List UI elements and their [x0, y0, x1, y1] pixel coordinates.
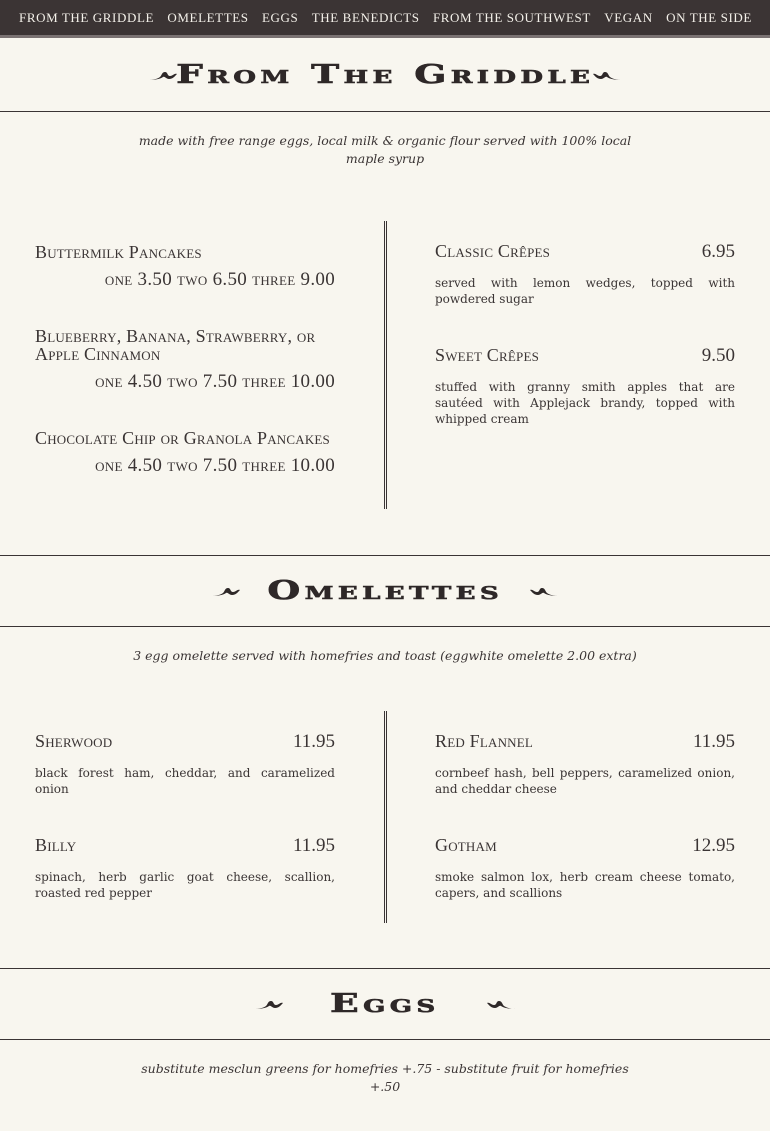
section-header-griddle: [0, 38, 770, 112]
item-description: smoke salmon lox, herb cream cheese tomato, capers, and scallions: [435, 870, 735, 900]
menu-columns-griddle: [0, 221, 770, 509]
item-price: 9.50: [701, 345, 735, 366]
menu-item: [35, 243, 335, 291]
item-name: Classic Crêpes: [435, 241, 551, 261]
flourish-right-icon: [591, 68, 623, 82]
section-subtitle: substitute mesclun greens for homefries +.75 - substitute fruit for homefries +.50: [141, 1061, 629, 1094]
section-title: Omelettes: [267, 576, 503, 606]
menu-item: [35, 327, 335, 393]
section-title: Eggs: [330, 989, 440, 1019]
menu-item: [435, 731, 735, 797]
menu-item: [35, 835, 335, 901]
section-header-omelettes: [0, 555, 770, 627]
menu-item: [35, 731, 335, 797]
item-price: 12.95: [692, 835, 735, 856]
item-name: Billy: [35, 835, 77, 855]
item-price: 11.95: [292, 731, 335, 752]
flourish-right-icon: [528, 584, 560, 598]
item-description: served with lemon wedges, topped with powdered sugar: [435, 276, 735, 306]
flourish-left-icon: [253, 997, 285, 1011]
section-title: From The Griddle: [175, 59, 595, 90]
item-name: Red Flannel: [435, 731, 534, 751]
item-name: Gotham: [435, 835, 497, 855]
item-name: Blueberry, Banana, Strawberry, or Apple Cinnamon: [35, 326, 316, 364]
column-divider: [384, 711, 387, 923]
item-description: black forest ham, cheddar, and caramelized onion: [35, 766, 335, 796]
menu-item: [35, 429, 335, 477]
item-sizes: one 4.50 two 7.50 three 10.00: [95, 455, 335, 476]
nav-link-southwest[interactable]: FROM THE SOUTHWEST: [432, 9, 591, 25]
item-description: stuffed with granny smith apples that are sautéed with Applejack brandy, topped with whipped cream: [435, 380, 735, 426]
item-description: spinach, herb garlic goat cheese, scallion, roasted red pepper: [35, 870, 335, 900]
menu-item: [435, 345, 735, 427]
nav-link-benedicts[interactable]: THE BENEDICTS: [311, 9, 420, 25]
section-subtitle: made with free range eggs, local milk & organic flour served with 100% local maple syrup: [138, 133, 632, 166]
item-name: Sherwood: [35, 731, 113, 751]
section-subtitle: 3 egg omelette served with homefries and toast (eggwhite omelette 2.00 extra): [133, 648, 637, 663]
column-divider: [384, 221, 387, 509]
menu-item: [435, 835, 735, 901]
item-price: 6.95: [701, 241, 735, 262]
nav-link-griddle[interactable]: FROM THE GRIDDLE: [19, 9, 155, 25]
nav-link-vegan[interactable]: VEGAN: [604, 9, 653, 25]
flourish-left-icon: [147, 68, 179, 82]
flourish-left-icon: [210, 584, 242, 598]
menu-item: [435, 241, 735, 307]
item-name: Sweet Crêpes: [435, 345, 540, 365]
section-header-eggs: [0, 968, 770, 1040]
menu-columns-omelettes: [0, 711, 770, 923]
nav-link-eggs[interactable]: EGGS: [262, 9, 299, 25]
item-name: Buttermilk Pancakes: [35, 242, 202, 262]
flourish-right-icon: [485, 997, 517, 1011]
nav-link-omelettes[interactable]: OMELETTES: [167, 9, 249, 25]
item-sizes: one 3.50 two 6.50 three 9.00: [104, 269, 335, 290]
nav-link-side[interactable]: ON THE SIDE: [666, 9, 752, 25]
item-description: cornbeef hash, bell peppers, caramelized onion, and cheddar cheese: [435, 766, 735, 796]
item-price: 11.95: [692, 731, 735, 752]
item-price: 11.95: [292, 835, 335, 856]
item-sizes: one 4.50 two 7.50 three 10.00: [95, 371, 335, 392]
top-nav: [0, 0, 770, 38]
item-name: Chocolate Chip or Granola Pancakes: [35, 428, 330, 448]
